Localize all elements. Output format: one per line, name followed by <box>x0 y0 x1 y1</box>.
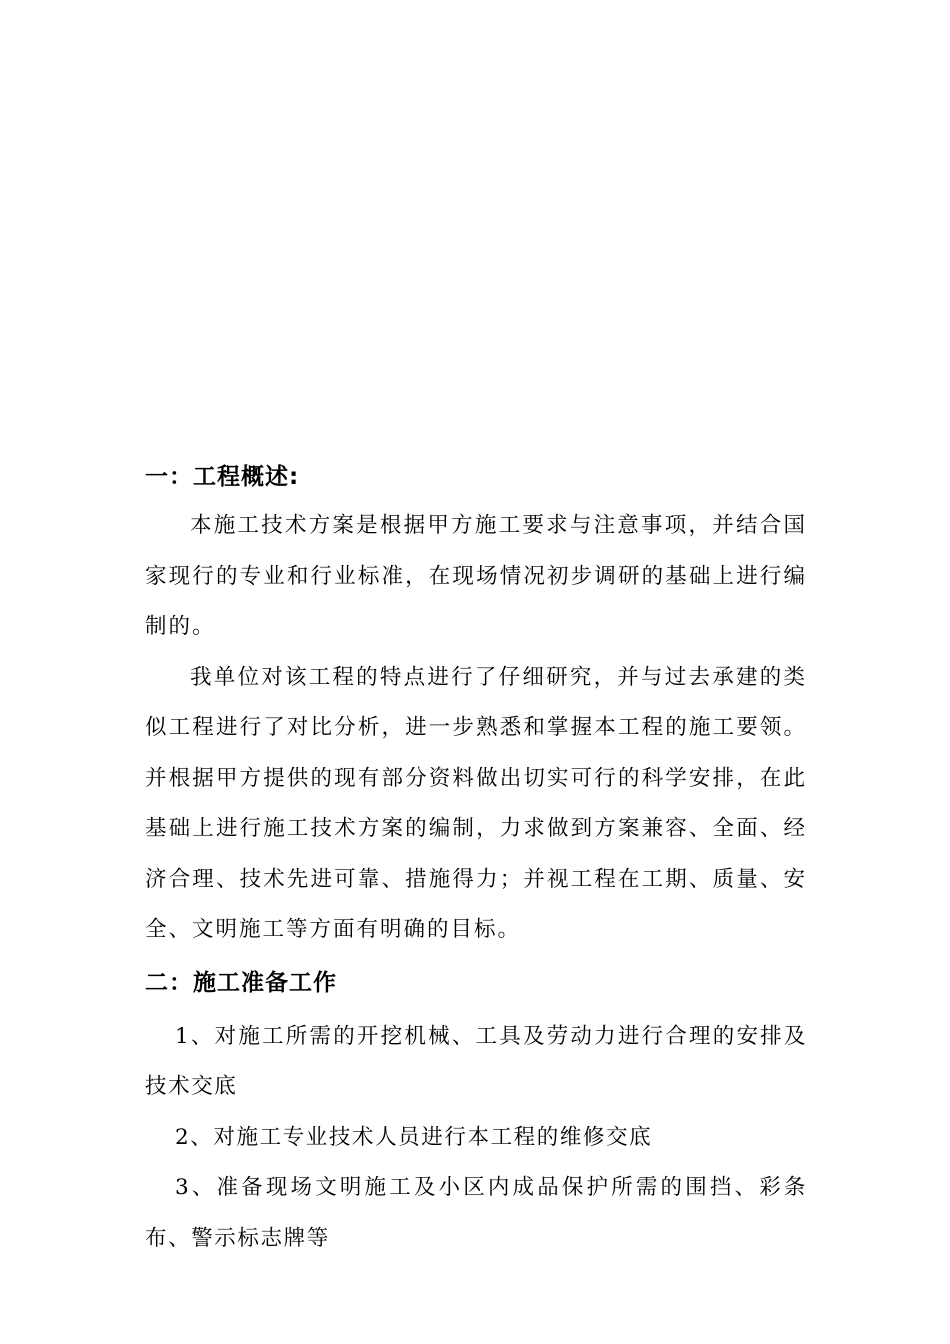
section-2-item-2: 2、对施工专业技术人员进行本工程的维修交底 <box>175 1124 653 1150</box>
section-2-heading: 二：施工准备工作 <box>145 969 337 996</box>
section-2-item-1: 1、对施工所需的开挖机械、工具及劳动力进行合理的安排及技术交底 <box>145 1023 807 1099</box>
section-2-item-3: 3、准备现场文明施工及小区内成品保护所需的围挡、彩条布、警示标志牌等 <box>145 1175 807 1251</box>
section-1-paragraph-2: 我单位对该工程的特点进行了仔细研究，并与过去承建的类似工程进行了对比分析，进一步熟悉和掌握本工程的施工要领。并根据甲方提供的现有部分资料做出切实可行的科学安排，在此基础上进行施工技术方案的编制，力求做到方案兼容、全面、经济合理、技术先进可靠、措施得力；并视工程在工期、质量、安全、文明施工等方面有明确的目标。 <box>145 664 807 942</box>
section-1-heading: 一：工程概述: <box>145 464 300 490</box>
section-1-paragraph-1: 本施工技术方案是根据甲方施工要求与注意事项，并结合国家现行的专业和行业标准，在现场情况初步调研的基础上进行编制的。 <box>145 513 807 639</box>
section-2-list <box>145 1012 807 1265</box>
document-body <box>145 453 807 1264</box>
